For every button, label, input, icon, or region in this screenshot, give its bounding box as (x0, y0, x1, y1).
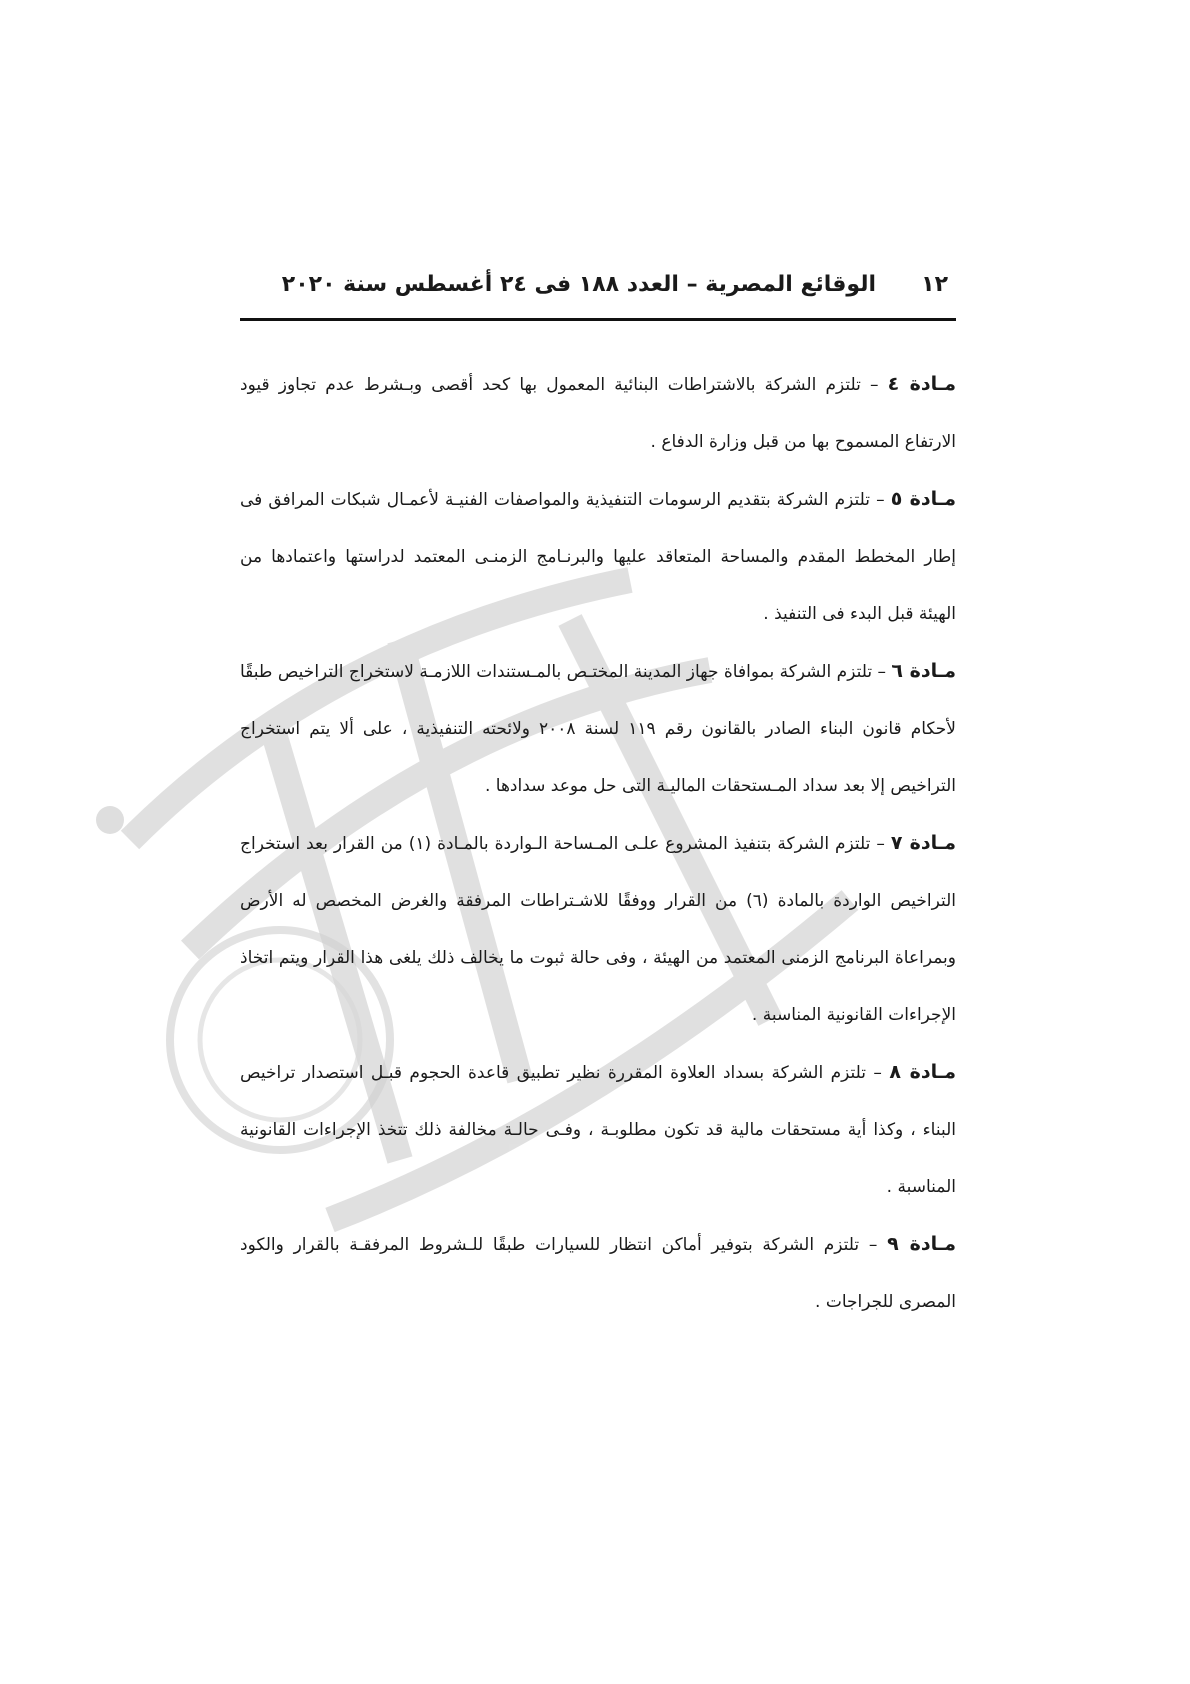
article-label: مـادة ٥ (890, 488, 956, 510)
article-text: – تلتزم الشركة بتقديم الرسومات التنفيذية والمواصفات الفنيـة لأعمـال شبكات المرافق فى إطار المخطط المقدم والمساحة المتعاقد عليها والبرنـامج الزمنـى المعتمد لدراستها واعتمادها من الهيئة قبل البدء فى التنفيذ . (240, 490, 956, 624)
article-text: – تلتزم الشركة بالاشتراطات البنائية المعمول بها كحد أقصى وبـشرط عدم تجاوز قيود الارتفاع المسموح بها من قبل وزارة الدفاع . (240, 375, 956, 452)
article-text: – تلتزم الشركة بسداد العلاوة المقررة نظير تطبيق قاعدة الحجوم قبـل استصدار تراخيص البناء ، وكذا أية مستحقات مالية قد تكون مطلوبـة ، وفـى حالـة مخالفة ذلك تتخذ الإجراءات القانونية المناسبة . (240, 1063, 956, 1197)
document-body (240, 356, 956, 1331)
header-divider (240, 318, 956, 321)
article-label: مـادة ٨ (889, 1061, 956, 1083)
article-7 (240, 815, 956, 1044)
article-4 (240, 356, 956, 471)
article-6 (240, 643, 956, 815)
article-label: مـادة ٧ (890, 832, 956, 854)
gazette-title: الوقائع المصرية – العدد ١٨٨ فى ٢٤ أغسطس سنة ٢٠٢٠ (281, 272, 876, 297)
article-text: – تلتزم الشركة بموافاة جهاز المدينة المختـص بالمـستندات اللازمـة لاستخراج التراخيص طبقًا لأحكام قانون البناء الصادر بالقانون رقم ١١٩ لسنة ٢٠٠٨ ولائحته التنفيذية ، على ألا يتم استخراج التراخيص إلا بعد سداد المـستحقات الماليـة التى حل موعد سدادها . (240, 662, 957, 796)
article-5 (240, 471, 956, 643)
article-label: مـادة ٦ (891, 660, 956, 682)
article-text: – تلتزم الشركة بتوفير أماكن انتظار للسيارات طبقًا للـشروط المرفقـة بالقرار والكود المصرى للجراجات . (240, 1235, 956, 1312)
article-8 (240, 1044, 956, 1216)
article-label: مـادة ٤ (887, 373, 956, 395)
page-header (240, 272, 956, 308)
article-label: مـادة ٩ (887, 1233, 956, 1255)
article-9 (240, 1216, 956, 1331)
page-number: ١٢ (921, 272, 948, 297)
article-text: – تلتزم الشركة بتنفيذ المشروع علـى المـساحة الـواردة بالمـادة (١) من القرار بعد استخراج التراخيص الواردة بالمادة (٦) من القرار ووفقًا للاشـتراطات المرفقة والغرض المخصص له الأرض وبمراعاة البرنامج الزمنى المعتمد من الهيئة ، وفى حالة ثبوت ما يخالف ذلك يلغى هذا القرار ويتم اتخاذ الإجراءات القانونية المناسبة . (240, 834, 956, 1025)
